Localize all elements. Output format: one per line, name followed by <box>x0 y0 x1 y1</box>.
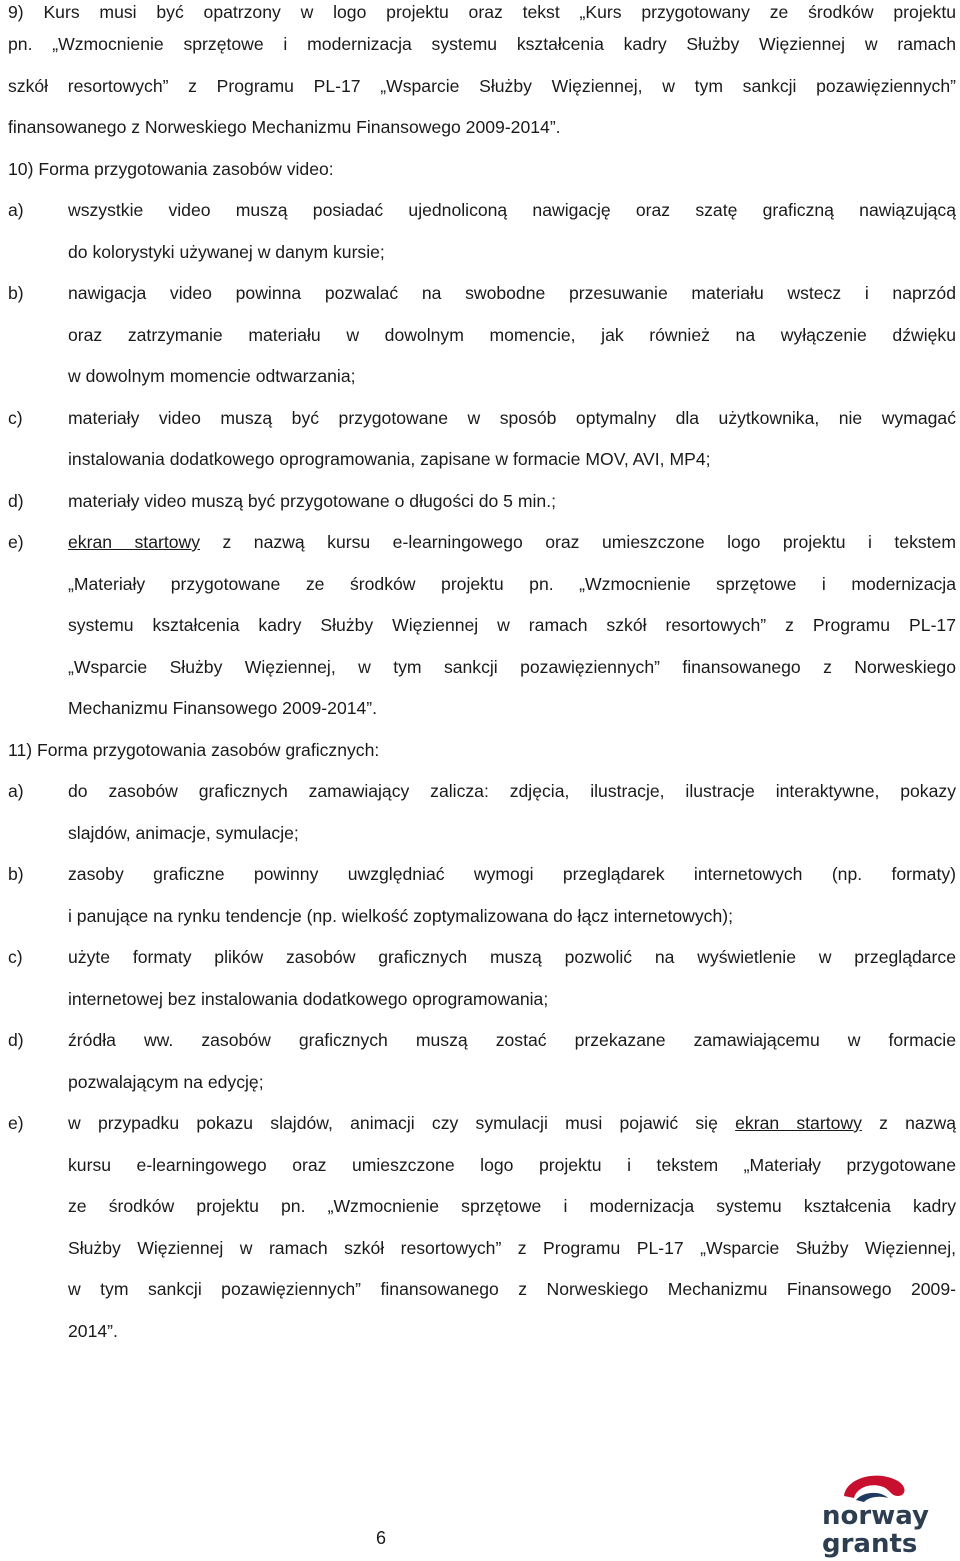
section-11-item-a <box>8 771 956 813</box>
item-text <box>44 522 956 564</box>
item-text: nawigacja video powinna pozwalać na swobodne przesuwanie materiału wstecz i naprzód <box>68 283 956 303</box>
item-marker: d) <box>8 1030 24 1050</box>
item-text-continued: pozwalającym na edycję; <box>68 1071 264 1092</box>
item-marker: c) <box>8 947 23 967</box>
item-text: materiały video muszą być przygotowane o długości do 5 min.; <box>68 490 556 511</box>
item-text-continued: Służby Więziennej w ramach szkół resortowych” z Programu PL-17 „Wsparcie Służby Więziennej, <box>68 1237 956 1258</box>
section-10-item-e <box>8 522 956 564</box>
item-text-continued: w dowolnym momencie odtwarzania; <box>68 366 356 386</box>
item-marker: b) <box>8 864 24 884</box>
item-text-continued: „Materiały przygotowane ze środków projektu pn. „Wzmocnienie sprzętowe i modernizacja <box>68 573 956 594</box>
section-9-line-2: pn. „Wzmocnienie sprzętowe i modernizacja systemu kształcenia kadry Służby Więziennej w ramach <box>8 34 956 54</box>
section-10-item-b <box>8 273 956 315</box>
item-text: do zasobów graficznych zamawiający zalicza: zdjęcia, ilustracje, ilustracje interaktywne, pokazy <box>68 781 956 801</box>
section-11-item-b <box>8 854 956 896</box>
page-number: 6 <box>376 1528 387 1548</box>
item-text-pre: w przypadku pokazu slajdów, animacji czy symulacji musi pojawić się <box>68 1113 736 1133</box>
document-body <box>8 0 956 1352</box>
item-text-continued: ze środków projektu pn. „Wzmocnienie sprzętowe i modernizacja systemu kształcenia kadry <box>68 1196 956 1216</box>
item-text: użyte formaty plików zasobów graficznych muszą pozwolić na wyświetlenie w przeglądarce <box>68 947 956 967</box>
item-text: źródła ww. zasobów graficznych muszą zostać przekazane zamawiającemu w formacie <box>68 1030 956 1050</box>
item-marker: b) <box>8 283 24 303</box>
item-text <box>44 1103 956 1145</box>
section-10-item-c <box>8 398 956 440</box>
section-10-item-d <box>8 481 956 523</box>
section-10-heading: 10) Forma przygotowania zasobów video: <box>8 158 334 179</box>
start-screen-term: ekran startowy <box>68 532 201 552</box>
item-text-post: z nazwą <box>861 1113 956 1133</box>
item-text-continued: w tym sankcji pozawięziennych” finansowanego z Norweskiego Mechanizmu Finansowego 2009- <box>68 1279 956 1299</box>
section-11-item-c <box>8 937 956 979</box>
logo-text-grants: grants <box>822 1529 918 1558</box>
item-text-continued: Mechanizmu Finansowego 2009-2014”. <box>68 698 378 718</box>
start-screen-term: ekran startowy <box>735 1113 862 1133</box>
section-9-line-1: 9) Kurs musi być opatrzony w logo projektu oraz tekst „Kurs przygotowany ze środków projektu <box>8 2 956 22</box>
item-text: materiały video muszą być przygotowane w sposób optymalny dla użytkownika, nie wymagać <box>68 407 956 428</box>
item-marker: d) <box>8 490 24 511</box>
item-text-continued: systemu kształcenia kadry Służby Więziennej w ramach szkół resortowych” z Programu PL-17 <box>68 615 956 635</box>
item-text-continued: instalowania dodatkowego oprogramowania, zapisane w formacie MOV, AVI, MP4; <box>68 449 711 469</box>
item-marker: c) <box>8 407 23 428</box>
item-text: zasoby graficzne powinny uwzględniać wymogi przeglądarek internetowych (np. formaty) <box>68 864 956 884</box>
section-11-heading: 11) Forma przygotowania zasobów graficznych: <box>8 739 380 760</box>
section-9-line-3: szkół resortowych” z Programu PL-17 „Wsparcie Służby Więziennej, w tym sankcji pozawięziennych” <box>8 75 956 96</box>
item-text-continued: 2014”. <box>68 1320 118 1341</box>
section-11-item-d <box>8 1020 956 1062</box>
item-text-continued: oraz zatrzymanie materiału w dowolnym momencie, jak również na wyłączenie dźwięku <box>68 324 956 345</box>
item-marker: a) <box>8 781 24 801</box>
section-10-item-a <box>8 190 956 232</box>
item-text-continued: slajdów, animacje, symulacje; <box>68 822 299 843</box>
item-text-continued: i panujące na rynku tendencje (np. wielkość zoptymalizowana do łącz internetowych); <box>68 905 734 926</box>
item-marker: e) <box>8 532 24 552</box>
item-marker: e) <box>8 1113 24 1133</box>
item-text-continued: internetowej bez instalowania dodatkowego oprogramowania; <box>68 988 549 1009</box>
item-marker: a) <box>8 200 24 220</box>
item-text-rest: z nazwą kursu e-learningowego oraz umieszczone logo projektu i tekstem <box>200 532 956 552</box>
logo-text-norway: norway <box>822 1501 929 1531</box>
section-11-item-e <box>8 1103 956 1145</box>
norway-grants-logo <box>816 1466 956 1558</box>
item-text: wszystkie video muszą posiadać ujednoliconą nawigację oraz szatę graficzną nawiązującą <box>68 200 956 220</box>
item-text-continued: kursu e-learningowego oraz umieszczone logo projektu i tekstem „Materiały przygotowane <box>68 1154 956 1175</box>
item-text-continued: „Wsparcie Służby Więziennej, w tym sankcji pozawięziennych” finansowanego z Norweskiego <box>68 656 956 677</box>
section-9-line-4: finansowanego z Norweskiego Mechanizmu Finansowego 2009-2014”. <box>8 117 561 137</box>
item-text-continued: do kolorystyki używanej w danym kursie; <box>68 241 385 262</box>
